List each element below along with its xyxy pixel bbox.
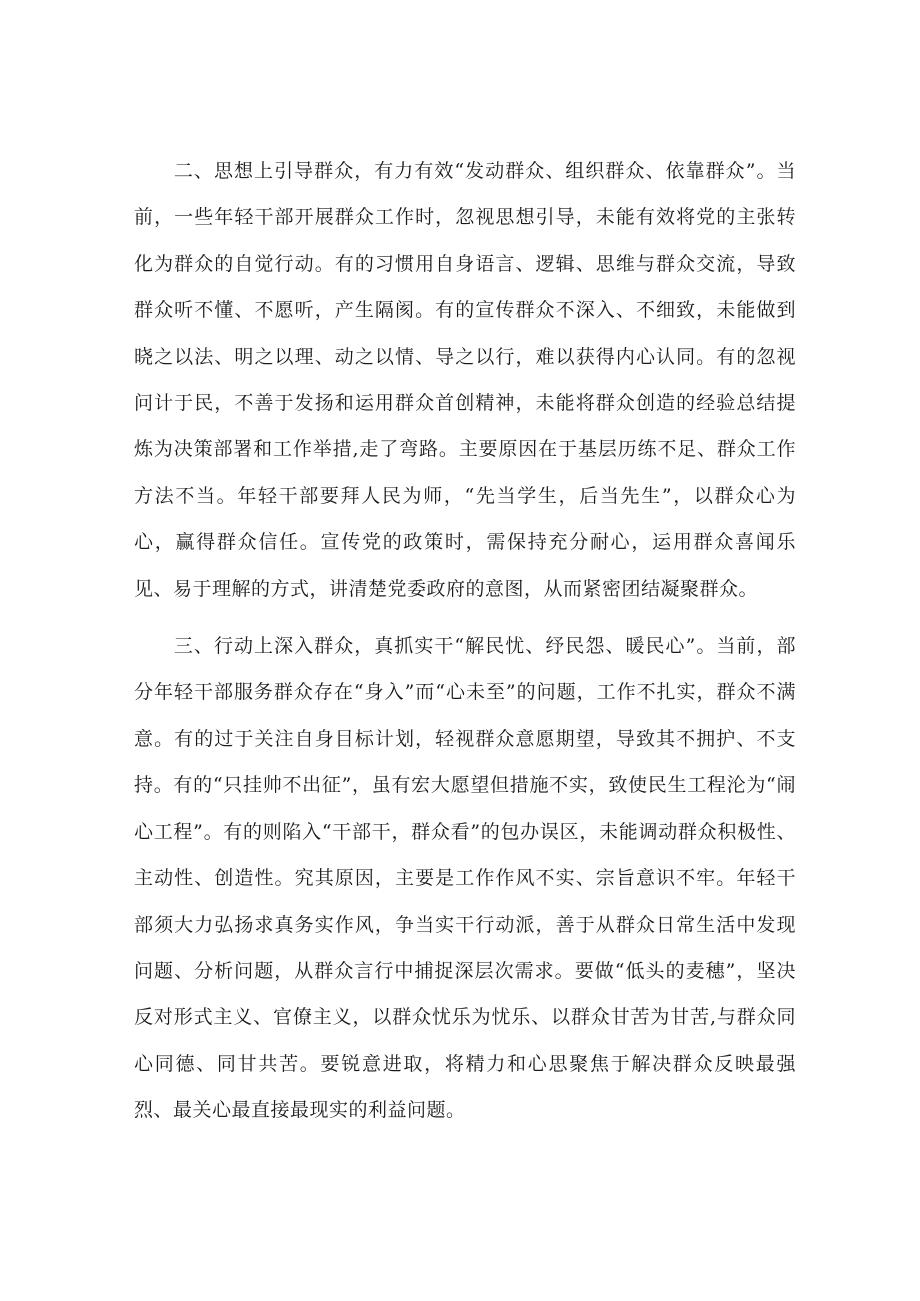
paragraph-section-three: 三、行动上深入群众，真抓实干“解民忧、纾民怨、暖民心”。当前，部分年轻干部服务群众存在“身入”而“心未至”的问题，工作不扎实，群众不满意。有的过于关注自身目标计划，轻视群众意愿期望，导致其不拥护、不支持。有的“只挂帅不出征”，虽有宏大愿望但措施不实，致使民生工程沦为“闹心工程”。有的则陷入“干部干，群众看”的包办误区，未能调动群众积极性、主动性、创造性。究其原因，主要是工作作风不实、宗旨意识不牢。年轻干部须大力弘扬求真务实作风，争当实干行动派，善于从群众日常生活中发现问题、分析问题，从群众言行中捕捉深层次需求。要做“低头的麦穗”，坚决反对形式主义、官僚主义，以群众忧乐为忧乐、以群众甘苦为甘苦,与群众同心同德、同甘共苦。要锐意进取，将精力和心思聚焦于解决群众反映最强烈、最关心最直接最现实的利益问题。 bbox=[134, 635, 796, 1122]
paragraph-section-two: 二、思想上引导群众，有力有效“发动群众、组织群众、依靠群众”。当前，一些年轻干部开展群众工作时，忽视思想引导，未能有效将党的主张转化为群众的自觉行动。有的习惯用自身语言、逻辑、思维与群众交流，导致群众听不懂、不愿听，产生隔阂。有的宣传群众不深入、不细致，未能做到晓之以法、明之以理、动之以情、导之以行，难以获得内心认同。有的忽视问计于民，不善于发扬和运用群众首创精神，未能将群众创造的经验总结提炼为决策部署和工作举措,走了弯路。主要原因在于基层历练不足、群众工作方法不当。年轻干部要拜人民为师，“先当学生，后当先生”，以群众心为心，赢得群众信任。宣传党的政策时，需保持充分耐心，运用群众喜闻乐见、易于理解的方式，讲清楚党委政府的意图，从而紧密团结凝聚群众。 bbox=[134, 160, 796, 600]
document-body bbox=[134, 148, 796, 1134]
